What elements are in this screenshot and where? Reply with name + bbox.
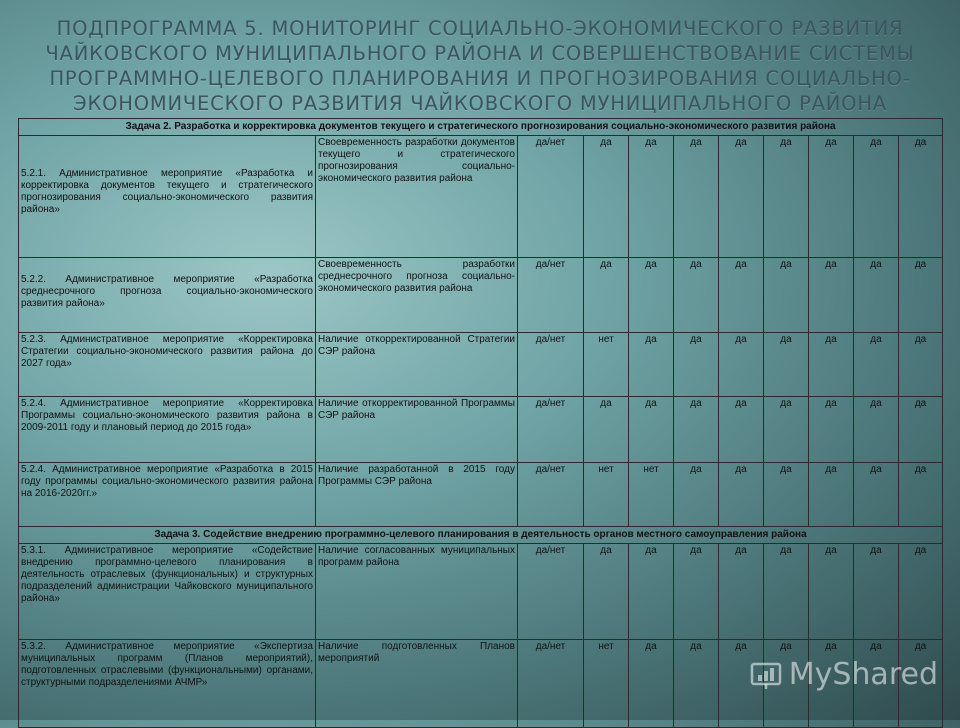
unit-cell: да/нет — [518, 544, 584, 640]
measure-cell: 5.2.4. Административное мероприятие «Корректировка Программы социально-экономического развития района в 2009-2011 году и плановый период до 2015 года» — [19, 397, 316, 463]
watermark-text: MyShared — [788, 657, 938, 692]
value-cell: да — [719, 544, 764, 640]
value-cell: да — [764, 258, 809, 333]
value-cell: да — [584, 136, 629, 258]
value-cell: да — [764, 463, 809, 527]
value-cell: да — [674, 397, 719, 463]
unit-cell: да/нет — [518, 397, 584, 463]
table-row — [19, 463, 943, 527]
watermark — [749, 657, 938, 692]
value-cell: да — [629, 544, 674, 640]
value-cell: да — [854, 640, 899, 728]
value-cell: да — [764, 397, 809, 463]
value-cell: нет — [584, 333, 629, 397]
value-cell: да — [899, 333, 943, 397]
value-cell: да — [674, 333, 719, 397]
value-cell: да — [719, 136, 764, 258]
unit-cell: да/нет — [518, 333, 584, 397]
measure-cell: 5.2.4. Административное мероприятие «Разработка в 2015 году программы социально-экономического развития района на 2016-2020гг.» — [19, 463, 316, 527]
value-cell: да — [764, 333, 809, 397]
value-cell: да — [584, 258, 629, 333]
indicator-cell: Наличие подготовленных Планов мероприятий — [316, 640, 518, 728]
value-cell: нет — [584, 463, 629, 527]
task-2-heading: Задача 2. Разработка и корректировка документов текущего и стратегического прогнозирования социально-экономического развития района — [19, 119, 943, 136]
value-cell: да — [674, 640, 719, 728]
indicator-cell: Наличие согласованных муниципальных программ района — [316, 544, 518, 640]
value-cell: да — [764, 640, 809, 728]
value-cell: да — [809, 640, 854, 728]
value-cell: да — [629, 258, 674, 333]
measure-cell: 5.2.3. Административное мероприятие «Корректировка Стратегии социально-экономического развития района до 2027 года» — [19, 333, 316, 397]
value-cell: да — [854, 463, 899, 527]
value-cell: да — [899, 544, 943, 640]
value-cell: да — [899, 640, 943, 728]
table-row — [19, 258, 943, 333]
indicator-cell: Наличие откорректированной Стратегии СЭР района — [316, 333, 518, 397]
value-cell: да — [899, 463, 943, 527]
value-cell: да — [854, 136, 899, 258]
value-cell: да — [899, 258, 943, 333]
value-cell: да — [809, 258, 854, 333]
value-cell: да — [809, 463, 854, 527]
table-row — [19, 136, 943, 258]
slide-title: ПОДПРОГРАММА 5. МОНИТОРИНГ СОЦИАЛЬНО-ЭКОНОМИЧЕСКОГО РАЗВИТИЯ ЧАЙКОВСКОГО МУНИЦИПАЛЬНОГО РАЙОНА И СОВЕРШЕНСТВОВАНИЕ СИСТЕМЫ ПРОГРАММНО-ЦЕЛЕВОГО ПЛАНИРОВАНИЯ И ПРОГНОЗИРОВАНИЯ СОЦИАЛЬНО-ЭКОНОМИЧЕСКОГО РАЗВИТИЯ ЧАЙКОВСКОГО МУНИЦИПАЛЬНОГО РАЙОНА — [45, 17, 915, 115]
value-cell: да — [809, 333, 854, 397]
task-2-row — [19, 119, 943, 136]
table-row — [19, 397, 943, 463]
value-cell: да — [809, 397, 854, 463]
value-cell: да — [854, 258, 899, 333]
measure-cell: 5.3.1. Административное мероприятие «Содействие внедрению программно-целевого планирования в деятельность отраслевых (функциональных) и структурных подразделений администрации Чайковского муниципального района» — [19, 544, 316, 640]
value-cell: да — [629, 333, 674, 397]
value-cell: да — [719, 258, 764, 333]
value-cell: да — [854, 397, 899, 463]
value-cell: да — [854, 333, 899, 397]
value-cell: нет — [629, 463, 674, 527]
task-3-heading: Задача 3. Содействие внедрению программно-целевого планирования в деятельность органов местного самоуправления района — [19, 527, 943, 544]
value-cell: да — [584, 397, 629, 463]
value-cell: да — [764, 544, 809, 640]
value-cell: нет — [584, 640, 629, 728]
value-cell: да — [674, 258, 719, 333]
value-cell: да — [809, 136, 854, 258]
value-cell: да — [629, 397, 674, 463]
value-cell: да — [719, 333, 764, 397]
value-cell: да — [809, 544, 854, 640]
indicator-cell: Наличие откорректированной Программы СЭР района — [316, 397, 518, 463]
value-cell: да — [719, 397, 764, 463]
measure-cell: 5.2.2. Административное мероприятие «Разработка среднесрочного прогноза социально-экономического развития района» — [19, 258, 316, 333]
unit-cell: да/нет — [518, 463, 584, 527]
value-cell: да — [674, 463, 719, 527]
subprogram-table — [18, 118, 943, 728]
measure-cell: 5.3.2. Административное мероприятие «Экспертиза муниципальных программ (Планов мероприятий), подготовленных отраслевыми (функциональными) органами, структурными подразделениями АЧМР» — [19, 640, 316, 728]
indicator-cell: Наличие разработанной в 2015 году Программы СЭР района — [316, 463, 518, 527]
value-cell: да — [584, 544, 629, 640]
value-cell: да — [764, 136, 809, 258]
table-row — [19, 544, 943, 640]
indicator-cell: Своевременность разработки документов текущего и стратегического прогнозирования социально-экономического развития района — [316, 136, 518, 258]
value-cell: да — [899, 397, 943, 463]
indicator-cell: Своевременность разработки среднесрочного прогноза социально-экономического развития района — [316, 258, 518, 333]
value-cell: да — [674, 544, 719, 640]
value-cell: да — [854, 544, 899, 640]
table-row — [19, 333, 943, 397]
value-cell: да — [674, 136, 719, 258]
measure-cell: 5.2.1. Административное мероприятие «Разработка и корректировка документов текущего и стратегического прогнозирования социально-экономического развития района» — [19, 136, 316, 258]
value-cell: да — [719, 640, 764, 728]
task-3-row — [19, 527, 943, 544]
unit-cell: да/нет — [518, 136, 584, 258]
value-cell: да — [629, 136, 674, 258]
value-cell: да — [899, 136, 943, 258]
unit-cell: да/нет — [518, 640, 584, 728]
unit-cell: да/нет — [518, 258, 584, 333]
value-cell: да — [719, 463, 764, 527]
value-cell: да — [629, 640, 674, 728]
presentation-icon — [749, 658, 783, 692]
